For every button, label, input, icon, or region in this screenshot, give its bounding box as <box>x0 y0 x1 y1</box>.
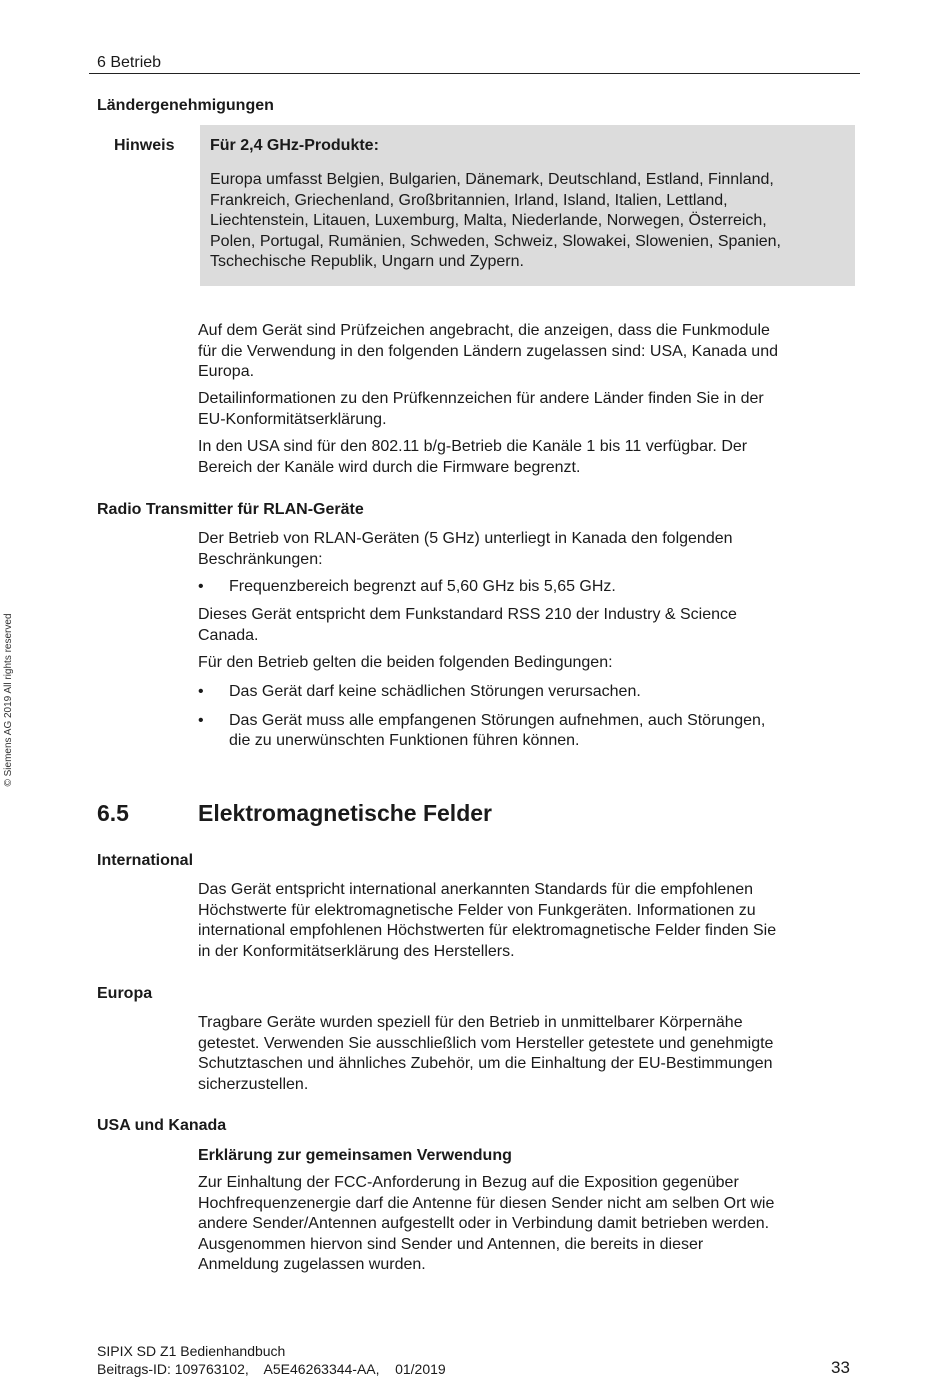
list-item <box>198 711 848 752</box>
text-line: Das Gerät entspricht international anerkannten Standards für die empfohlenen <box>198 881 754 898</box>
paragraph-pruefzeichen <box>198 321 848 383</box>
text-line: Auf dem Gerät sind Prüfzeichen angebracht, die anzeigen, dass die Funkmodule <box>198 322 770 339</box>
footer-id-line: Beitrags-ID: 109763102, A5E46263344-AA, 01/2019 <box>97 1361 446 1377</box>
note-line: Frankreich, Griechenland, Großbritannien, Irland, Island, Italien, Lettland, <box>210 191 728 209</box>
heading-radio-transmitter: Radio Transmitter für RLAN-Geräte <box>97 501 364 518</box>
running-header: 6 Betrieb <box>97 54 162 71</box>
text-line: Der Betrieb von RLAN-Geräten (5 GHz) unterliegt in Kanada den folgenden <box>198 530 733 547</box>
list-item-text: die zu unerwünschten Funktionen führen können. <box>229 732 580 749</box>
note-line: Tschechische Republik, Ungarn und Zypern. <box>210 253 524 270</box>
paragraph-rlan <box>198 529 848 570</box>
text-line: Schutztaschen und ähnliches Zubehör, um die Einhaltung der EU-Bestimmungen <box>198 1055 773 1072</box>
section-number: 6.5 <box>97 800 129 826</box>
note-title: Für 2,4 GHz-Produkte: <box>210 137 379 154</box>
list-item <box>198 682 848 703</box>
heading-laendergenehmigungen: Ländergenehmigungen <box>97 97 274 114</box>
text-line: Detailinformationen zu den Prüfkennzeichen für andere Länder finden Sie in der <box>198 390 764 407</box>
subheading-gemeinsame-verwendung: Erklärung zur gemeinsamen Verwendung <box>198 1147 512 1164</box>
text-line: Höchstwerte für elektromagnetische Felder von Funkgeräten. Informationen zu <box>198 901 756 919</box>
text-line: Tragbare Geräte wurden speziell für den Betrieb in unmittelbarer Körpernähe <box>198 1014 743 1031</box>
bullet-icon: • <box>198 711 204 729</box>
heading-usa-kanada: USA und Kanada <box>97 1117 227 1134</box>
bullet-icon: • <box>198 578 204 595</box>
text-line: Dieses Gerät entspricht dem Funkstandard RSS 210 der Industry & Science <box>198 606 737 623</box>
text-line: Anmeldung zugelassen wurden. <box>198 1256 426 1273</box>
note-line: Polen, Portugal, Rumänien, Schweden, Schweiz, Slowakei, Slowenien, Spanien, <box>210 232 781 250</box>
bullet-list-bedingungen <box>198 682 848 752</box>
paragraph-detailinformationen <box>198 389 848 430</box>
text-line: international empfohlenen Höchstwerten für elektromagnetische Felder finden Sie <box>198 922 777 939</box>
text-line: sicherzustellen. <box>198 1075 309 1093</box>
list-item-text: Das Gerät darf keine schädlichen Störungen verursachen. <box>229 683 641 700</box>
text-line: In den USA sind für den 802.11 b/g-Betrieb die Kanäle 1 bis 11 verfügbar. Der <box>198 438 748 455</box>
text-line: Canada. <box>198 626 259 644</box>
text-line: Europa. <box>198 363 255 380</box>
list-item-text: Das Gerät muss alle empfangenen Störungen aufnehmen, auch Störungen, <box>229 711 766 729</box>
bullet-list-frequenz <box>198 577 848 598</box>
text-line: Ausgenommen hiervon sind Sender und Antennen, die bereits in dieser <box>198 1235 704 1253</box>
note-line: Liechtenstein, Litauen, Luxemburg, Malta, Niederlande, Norwegen, Österreich, <box>210 212 767 229</box>
heading-international: International <box>97 852 194 869</box>
text-line: Hochfrequenzenergie darf die Antenne für diesen Sender nicht am selben Ort wie <box>198 1194 775 1212</box>
footer-manual-title: SIPIX SD Z1 Bedienhandbuch <box>97 1343 286 1359</box>
section-title: Elektromagnetische Felder <box>198 800 492 826</box>
paragraph-international <box>198 880 848 962</box>
text-line: in der Konformitätserklärung des Herstellers. <box>198 942 515 960</box>
page-number: 33 <box>831 1358 850 1377</box>
text-line: getestet. Verwenden Sie ausschließlich vom Hersteller getestete und genehmigte <box>198 1034 774 1052</box>
text-line: Beschränkungen: <box>198 550 323 568</box>
text-line: Zur Einhaltung der FCC-Anforderung in Bezug auf die Exposition gegenüber <box>198 1174 739 1191</box>
side-copyright: © Siemens AG 2019 All rights reserved <box>3 613 14 787</box>
list-item-text: Frequenzbereich begrenzt auf 5,60 GHz bis 5,65 GHz. <box>229 578 616 595</box>
paragraph-rss210 <box>198 605 848 646</box>
note-line: Europa umfasst Belgien, Bulgarien, Dänemark, Deutschland, Estland, Finnland, <box>210 171 774 188</box>
paragraph-bedingungen: Für den Betrieb gelten die beiden folgenden Bedingungen: <box>198 654 613 671</box>
bullet-icon: • <box>198 683 204 700</box>
note-label: Hinweis <box>114 137 175 154</box>
text-line: andere Sender/Antennen aufgestellt oder in Verbindung damit betrieben werden. <box>198 1215 770 1232</box>
header-rule <box>89 73 860 74</box>
text-line: Bereich der Kanäle wird durch die Firmware begrenzt. <box>198 458 581 476</box>
paragraph-fcc <box>198 1173 848 1276</box>
paragraph-kanaele <box>198 437 848 478</box>
paragraph-europa <box>198 1013 848 1095</box>
note-text <box>210 170 850 273</box>
list-item <box>198 577 848 598</box>
heading-europa: Europa <box>97 985 153 1002</box>
text-line: für die Verwendung in den folgenden Ländern zugelassen sind: USA, Kanada und <box>198 342 778 360</box>
text-line: EU-Konformitätserklärung. <box>198 410 387 428</box>
